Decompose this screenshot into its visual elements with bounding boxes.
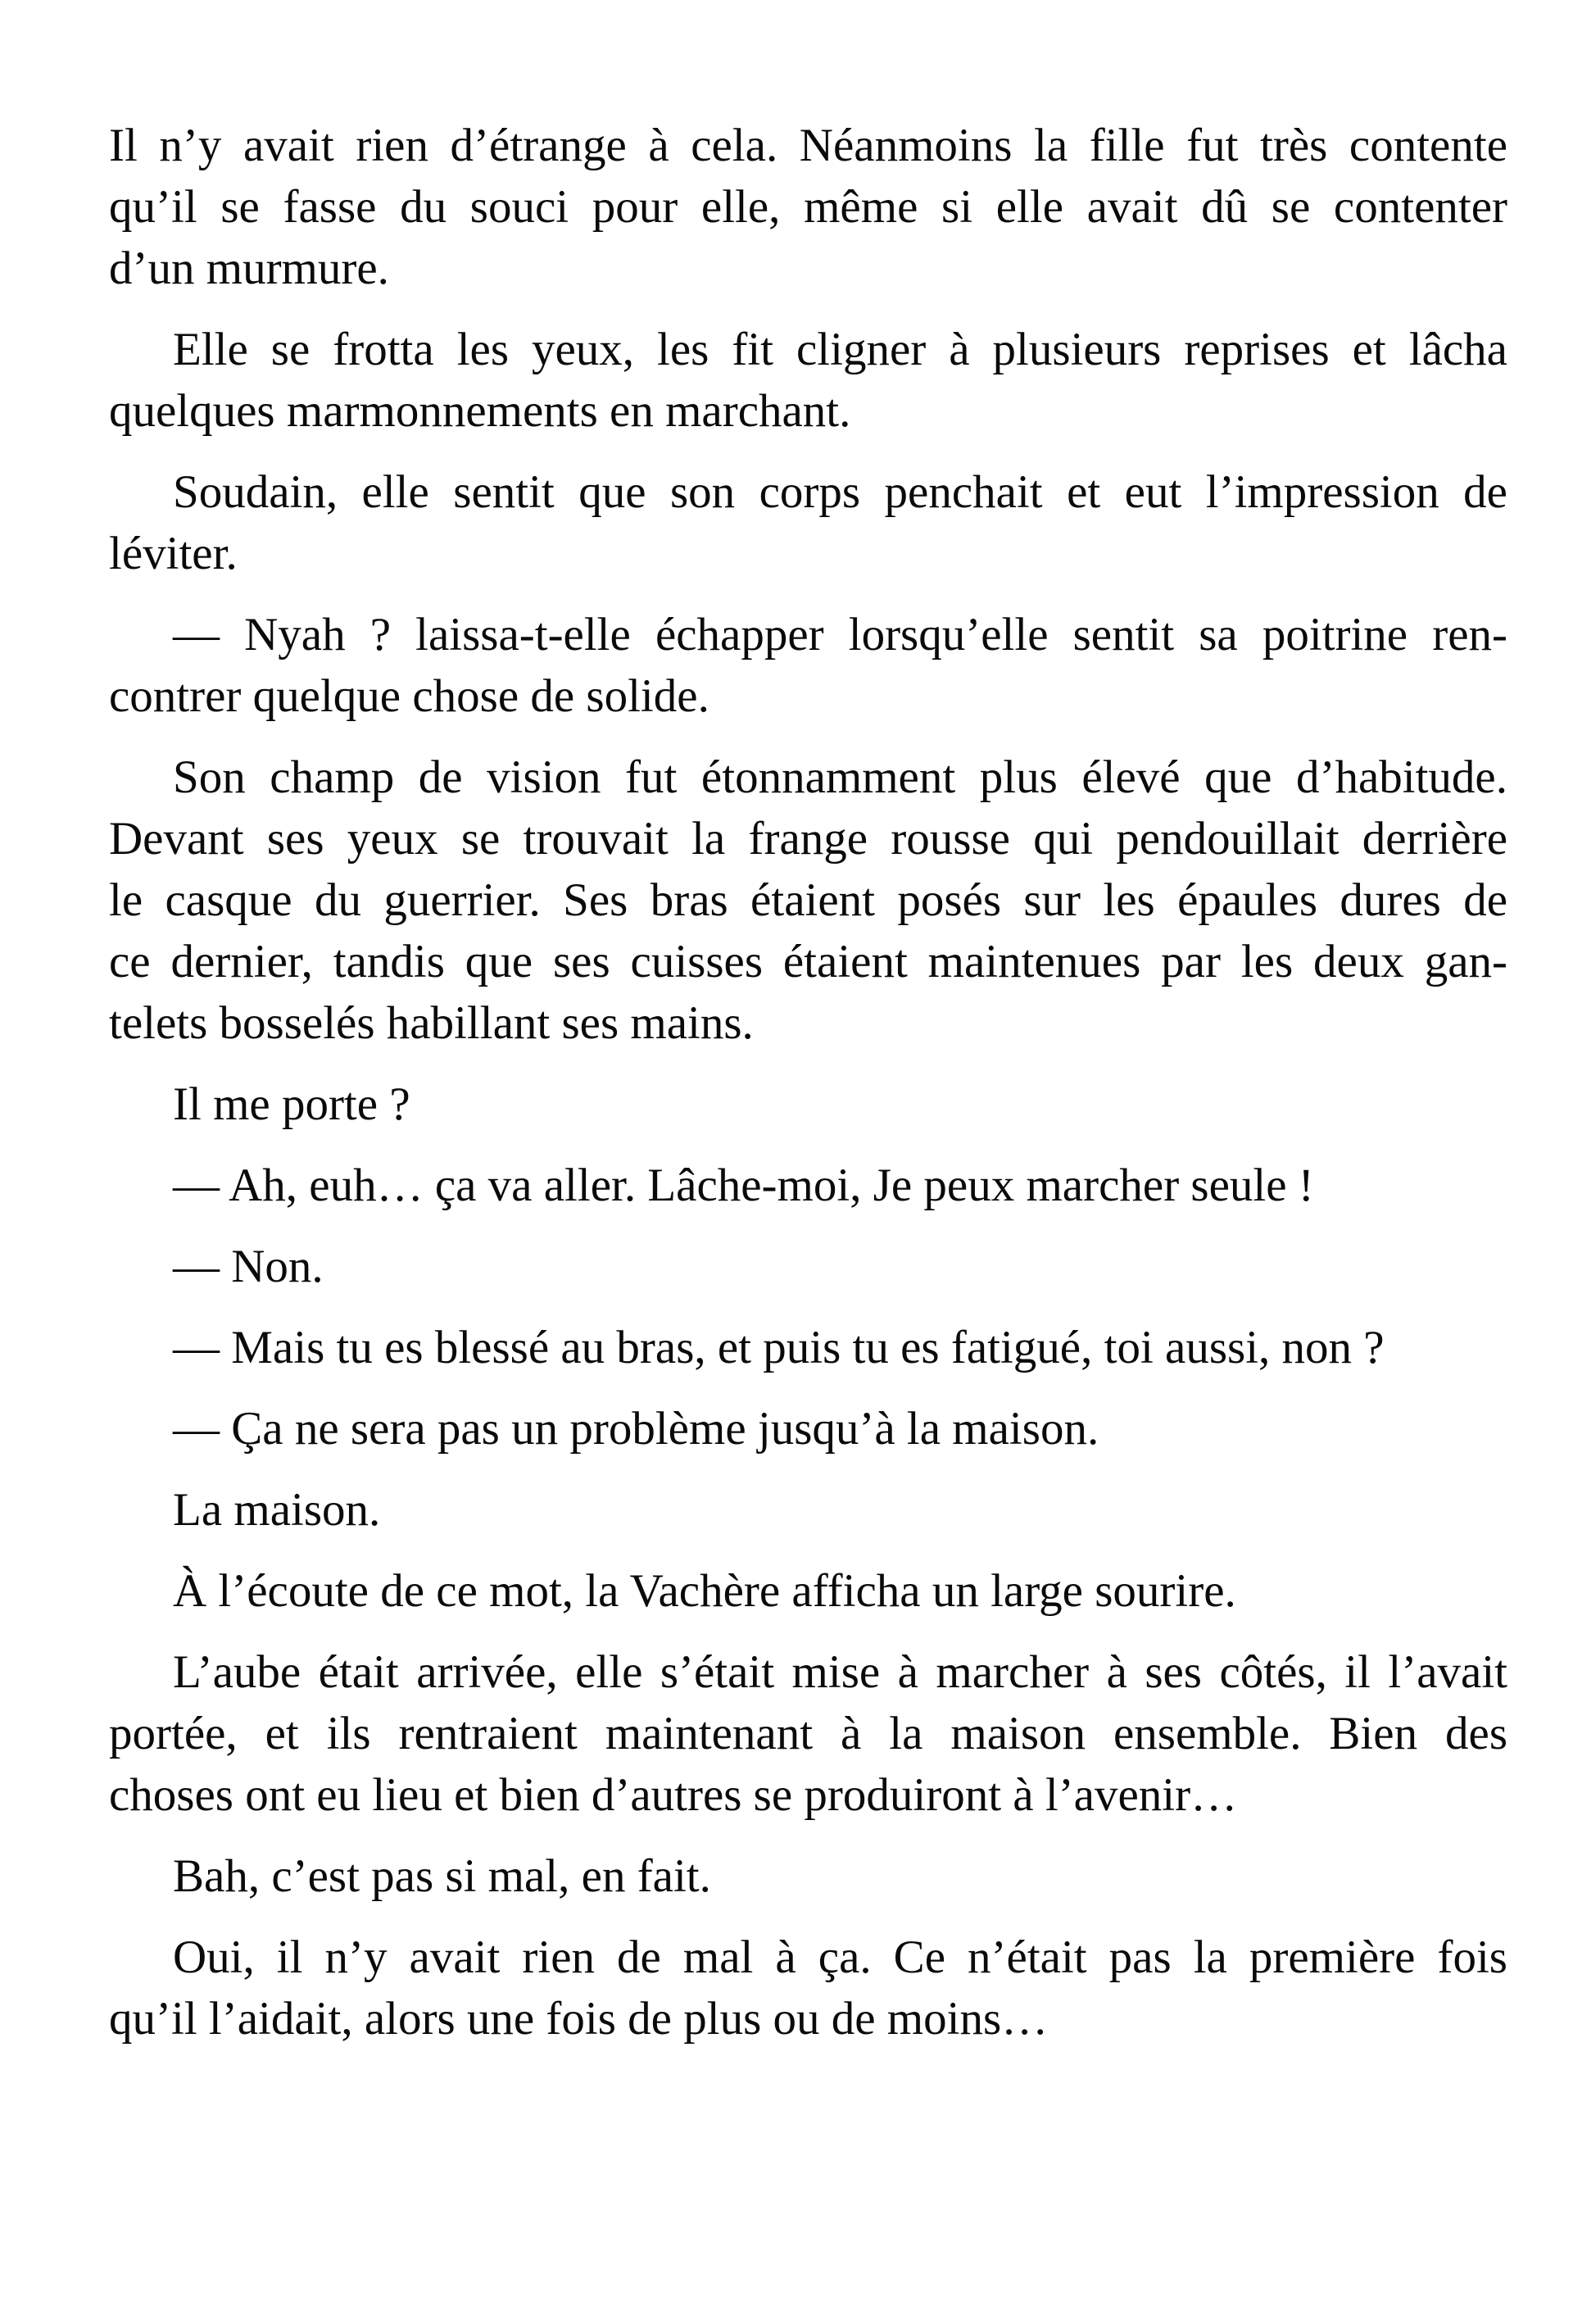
text-line: contrer quelque chose de solide. xyxy=(109,670,709,722)
paragraph xyxy=(109,747,1507,1054)
text-line: Oui, il n’y avait rien de mal à ça. Ce n’était pas la première fois xyxy=(173,1931,1507,1983)
paragraph xyxy=(109,1236,1507,1297)
paragraph xyxy=(109,1845,1507,1907)
paragraph xyxy=(109,1317,1507,1378)
paragraph xyxy=(109,1479,1507,1541)
text-line: — Mais tu es blessé au bras, et puis tu es fatigué, toi aussi, non ? xyxy=(173,1322,1385,1373)
text-line: — Non. xyxy=(173,1241,324,1292)
paragraph xyxy=(109,1073,1507,1135)
text-line: choses ont eu lieu et bien d’autres se produiront à l’avenir… xyxy=(109,1769,1238,1821)
text-line: qu’il l’aidait, alors une fois de plus ou de moins… xyxy=(109,1993,1049,2045)
text-line: Son champ de vision fut étonnamment plus élevé que d’habitude. xyxy=(173,751,1507,803)
paragraph xyxy=(109,1155,1507,1216)
paragraph xyxy=(109,604,1507,727)
text-line: léviter. xyxy=(109,528,238,579)
text-line: Bah, c’est pas si mal, en fait. xyxy=(173,1850,711,1902)
text-line: Il me porte ? xyxy=(173,1078,410,1130)
text-line: le casque du guerrier. Ses bras étaient posés sur les épaules dures de xyxy=(109,874,1507,926)
paragraph xyxy=(109,1560,1507,1622)
paragraph xyxy=(109,115,1507,299)
text-line: quelques marmonnements en marchant. xyxy=(109,385,851,437)
text-line: qu’il se fasse du souci pour elle, même si elle avait dû se contenter xyxy=(109,181,1507,233)
text-line: L’aube était arrivée, elle s’était mise à marcher à ses côtés, il l’avait xyxy=(173,1646,1507,1698)
text-line: La maison. xyxy=(173,1484,381,1536)
paragraph xyxy=(109,1398,1507,1459)
text-line: ce dernier, tandis que ses cuisses étaient maintenues par les deux gan- xyxy=(109,936,1507,987)
text-line: À l’écoute de ce mot, la Vachère afficha un large sourire. xyxy=(173,1565,1236,1617)
text-line: — Nyah ? laissa-t-elle échapper lorsqu’elle sentit sa poitrine ren- xyxy=(173,609,1507,660)
text-line: Soudain, elle sentit que son corps penchait et eut l’impression de xyxy=(173,466,1507,518)
book-page xyxy=(109,115,1507,2069)
text-line: Devant ses yeux se trouvait la frange rousse qui pendouillait derrière xyxy=(109,813,1507,865)
paragraph xyxy=(109,1927,1507,2049)
text-line: portée, et ils rentraient maintenant à la maison ensemble. Bien des xyxy=(109,1708,1507,1759)
text-line: — Ça ne sera pas un problème jusqu’à la maison. xyxy=(173,1403,1099,1455)
text-line: — Ah, euh… ça va aller. Lâche-moi, Je peux marcher seule ! xyxy=(173,1160,1314,1211)
paragraph xyxy=(109,461,1507,584)
text-line: Elle se frotta les yeux, les fit cligner à plusieurs reprises et lâcha xyxy=(173,324,1507,375)
paragraph xyxy=(109,1641,1507,1826)
text-line: d’un murmure. xyxy=(109,243,389,294)
text-line: telets bosselés habillant ses mains. xyxy=(109,997,754,1049)
text-line: Il n’y avait rien d’étrange à cela. Néanmoins la fille fut très contente xyxy=(109,120,1507,171)
paragraph xyxy=(109,319,1507,442)
